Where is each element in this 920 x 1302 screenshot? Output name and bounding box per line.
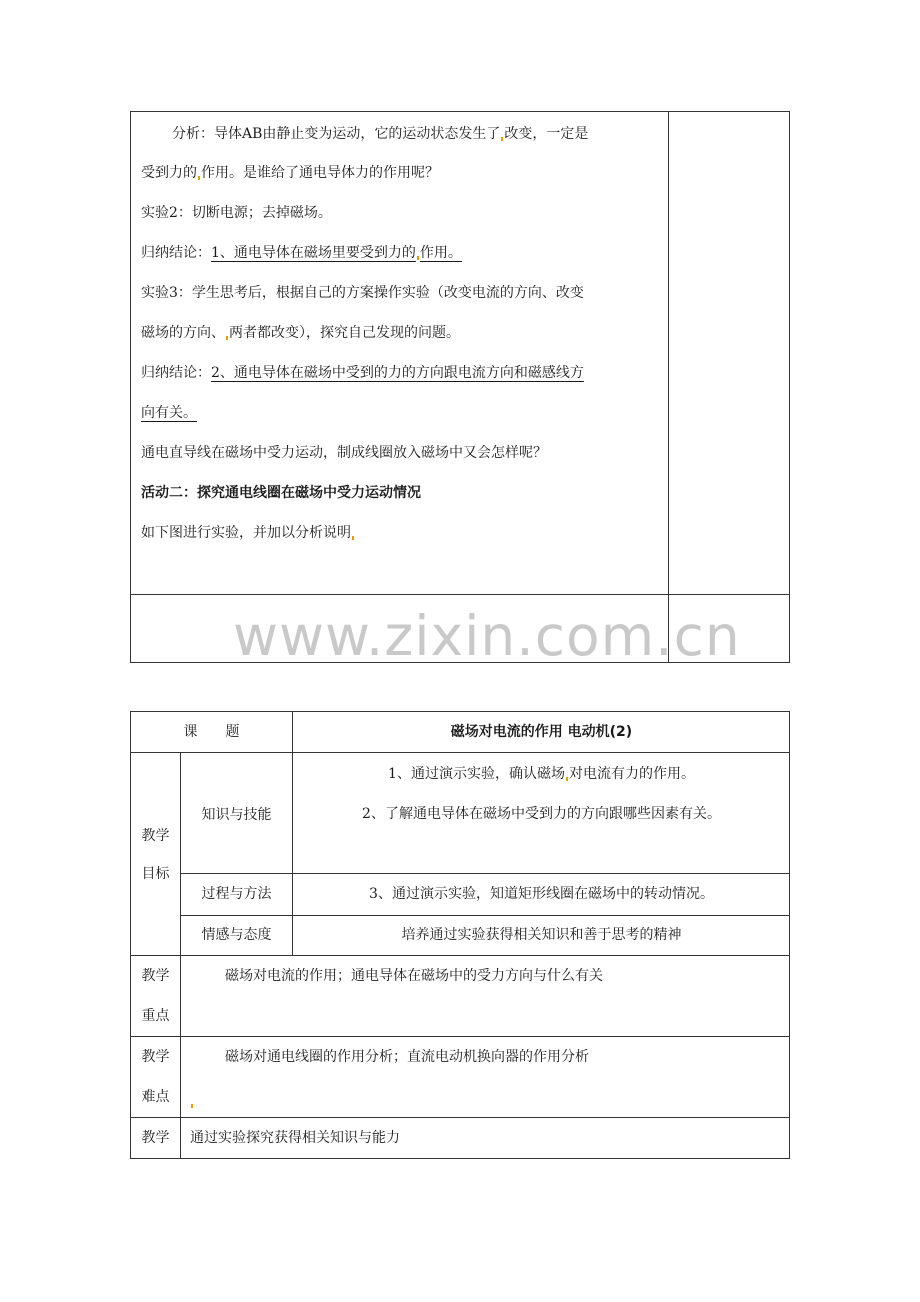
analysis-text: 分析：导体AB由静止变为运动，它的运动状态发生了 [172, 126, 501, 142]
conclusion-2-line-2 [141, 403, 197, 423]
question-text: 通电直导线在磁场中受力运动，制成线圈放入磁场中又会怎样呢？ [141, 445, 547, 461]
emotion-value: 培养通过实验获得相关知识和善于思考的精神 [401, 927, 682, 943]
process-value: 3、通过演示实验，知道矩形线圈在磁场中的转动情况。 [369, 886, 714, 902]
process-label: 过程与方法 [201, 886, 272, 902]
knowledge-label: 知识与技能 [201, 807, 272, 823]
key-label-2: 重点 [141, 1008, 170, 1024]
activity-2-heading: 活动二：探究通电线圈在磁场中受力运动情况 [141, 485, 421, 501]
method-value: 通过实验探究获得相关知识与能力 [190, 1130, 400, 1146]
edit-mark [191, 1104, 193, 1108]
watermark: www.zixin.com.cn [233, 604, 741, 668]
lesson-content-table [130, 111, 790, 663]
conclusion-2-line-1 [141, 363, 584, 383]
analysis-text-cont: 改变，一定是 [504, 126, 589, 142]
row-divider [131, 1117, 789, 1118]
goals-label-2: 目标 [141, 866, 170, 882]
row-divider [180, 873, 789, 874]
edit-mark [566, 777, 568, 781]
analysis-line-2 [141, 163, 439, 183]
experiment-3-line-2: 磁场的方向、 两者都改变），探究自己发现的问题。 [141, 325, 460, 341]
edit-mark [198, 176, 200, 180]
conclusion-2-text-cont: 向有关。 [141, 405, 197, 421]
analysis-line-1 [172, 124, 588, 144]
row-divider [131, 955, 789, 956]
conclusion-label: 归纳结论： [141, 365, 211, 381]
experiment-2: 实验2：切断电源；去掉磁场。 [141, 205, 332, 221]
emotion-label: 情感与态度 [201, 927, 272, 943]
edit-mark [352, 536, 354, 540]
edit-mark [226, 336, 228, 340]
goals-label-1: 教学 [141, 828, 170, 844]
analysis2-text-cont: 作用。是谁给了通电导体力的作用呢？ [201, 165, 439, 181]
conclusion-1-text: 1、通电导体在磁场里要受到力的 作用。 [211, 245, 462, 261]
knowledge-item-2: 2、了解通电导体在磁场中受到力的方向跟哪些因素有关。 [362, 806, 721, 822]
method-label: 教学 [141, 1130, 170, 1146]
difficult-value: 磁场对通电线圈的作用分析；直流电动机换向器的作用分析 [225, 1049, 589, 1065]
analysis2-text: 受到力的 [141, 165, 197, 181]
difficult-label-1: 教学 [141, 1049, 170, 1065]
difficult-label-2: 难点 [141, 1089, 170, 1105]
row-divider [180, 915, 789, 916]
conclusion-2-text: 2、通电导体在磁场中受到的力的方向跟电流方向和磁感线方 [211, 365, 584, 381]
instruction-line: 如下图进行实验，并加以分析说明 [141, 523, 355, 543]
lesson-plan-table [130, 711, 790, 1159]
key-value: 磁场对电流的作用；通电导体在磁场中的受力方向与什么有关 [225, 968, 603, 984]
row-divider [131, 752, 789, 753]
key-label-1: 教学 [141, 968, 170, 984]
column-divider [668, 112, 669, 662]
topic-label: 课 题 [183, 724, 240, 740]
conclusion-1 [141, 243, 462, 263]
topic-value: 磁场对电流的作用 电动机(2) [450, 724, 633, 740]
edit-mark [417, 256, 419, 260]
conclusion-label: 归纳结论： [141, 245, 211, 261]
row-divider [131, 594, 789, 595]
knowledge-item-1: 1、通过演示实验，确认磁场 对电流有力的作用。 [388, 766, 695, 782]
row-divider [131, 1036, 789, 1037]
experiment-3-line-1: 实验3：学生思考后，根据自己的方案操作实验（改变电流的方向、改变 [141, 285, 584, 301]
